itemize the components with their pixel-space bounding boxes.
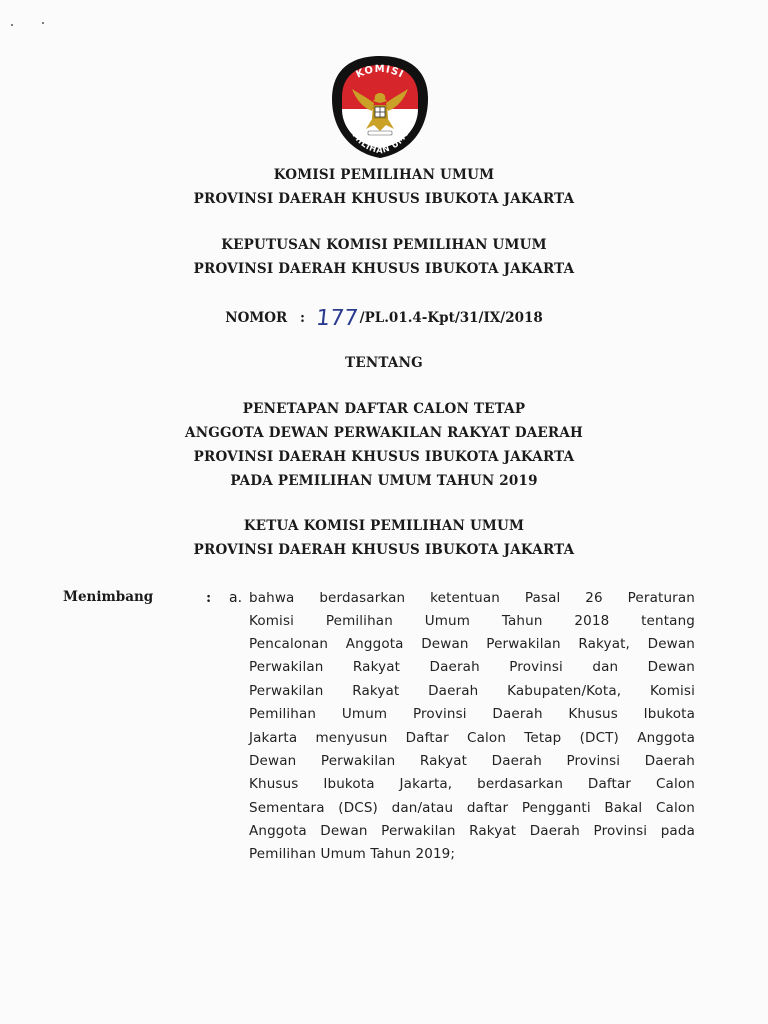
nomor-label: NOMOR — [225, 310, 288, 326]
nomor-handwritten: 177 — [314, 306, 359, 331]
org-name-line1: KOMISI PEMILIHAN UMUM — [273, 167, 495, 183]
org-name-line2: PROVINSI DAERAH KHUSUS IBUKOTA JAKARTA — [193, 191, 575, 207]
tentang-heading: TENTANG — [345, 355, 423, 371]
decision-number — [0, 306, 768, 331]
subject-line4: PADA PEMILIHAN UMUM TAHUN 2019 — [230, 473, 538, 489]
menimbang-colon: : — [206, 590, 212, 606]
subject-line2: ANGGOTA DEWAN PERWAKILAN RAKYAT DAERAH — [185, 425, 583, 441]
kpu-logo-icon — [328, 53, 432, 161]
menimbang-text-line: Pemilihan Umum Provinsi Daerah Khusus Ibukota — [249, 706, 695, 722]
nomor-colon: : — [299, 310, 305, 326]
menimbang-text-line: Komisi Pemilihan Umum Tahun 2018 tentang — [249, 613, 695, 629]
scan-speck — [42, 22, 44, 24]
menimbang-text-line: Perwakilan Rakyat Daerah Provinsi dan Dewan — [249, 659, 695, 675]
decision-title-line1: KEPUTUSAN KOMISI PEMILIHAN UMUM — [221, 237, 547, 253]
logo-text-top: KOMISI — [354, 63, 406, 81]
subject-line3: PROVINSI DAERAH KHUSUS IBUKOTA JAKARTA — [193, 449, 575, 465]
menimbang-text-line: Perwakilan Rakyat Daerah Kabupaten/Kota, Komisi — [249, 683, 695, 699]
menimbang-text-line: Jakarta menyusun Daftar Calon Tetap (DCT) Anggota — [249, 730, 695, 746]
scan-speck — [11, 24, 13, 26]
menimbang-text-line: Dewan Perwakilan Rakyat Daerah Provinsi Daerah — [249, 753, 695, 769]
menimbang-text-line: Pemilihan Umum Tahun 2019; — [249, 846, 456, 862]
menimbang-text-line: Sementara (DCS) dan/atau daftar Pengganti Bakal Calon — [249, 800, 695, 816]
chair-line2: PROVINSI DAERAH KHUSUS IBUKOTA JAKARTA — [193, 542, 575, 558]
item-letter-a: a. — [229, 590, 243, 606]
menimbang-text-line: Pencalonan Anggota Dewan Perwakilan Rakyat, Dewan — [249, 636, 695, 652]
menimbang-text-line: bahwa berdasarkan ketentuan Pasal 26 Peraturan — [249, 590, 695, 606]
chair-line1: KETUA KOMISI PEMILIHAN UMUM — [243, 518, 525, 534]
decision-title-line2: PROVINSI DAERAH KHUSUS IBUKOTA JAKARTA — [193, 261, 575, 277]
menimbang-label: Menimbang — [63, 589, 154, 605]
menimbang-text-line: Khusus Ibukota Jakarta, berdasarkan Daftar Calon — [249, 776, 695, 792]
subject-line1: PENETAPAN DAFTAR CALON TETAP — [242, 401, 526, 417]
nomor-suffix: /PL.01.4-Kpt/31/IX/2018 — [359, 310, 543, 326]
logo-text-bottom: PEMILIHAN UMUM — [343, 120, 417, 157]
menimbang-text-line: Anggota Dewan Perwakilan Rakyat Daerah Provinsi pada — [249, 823, 695, 839]
